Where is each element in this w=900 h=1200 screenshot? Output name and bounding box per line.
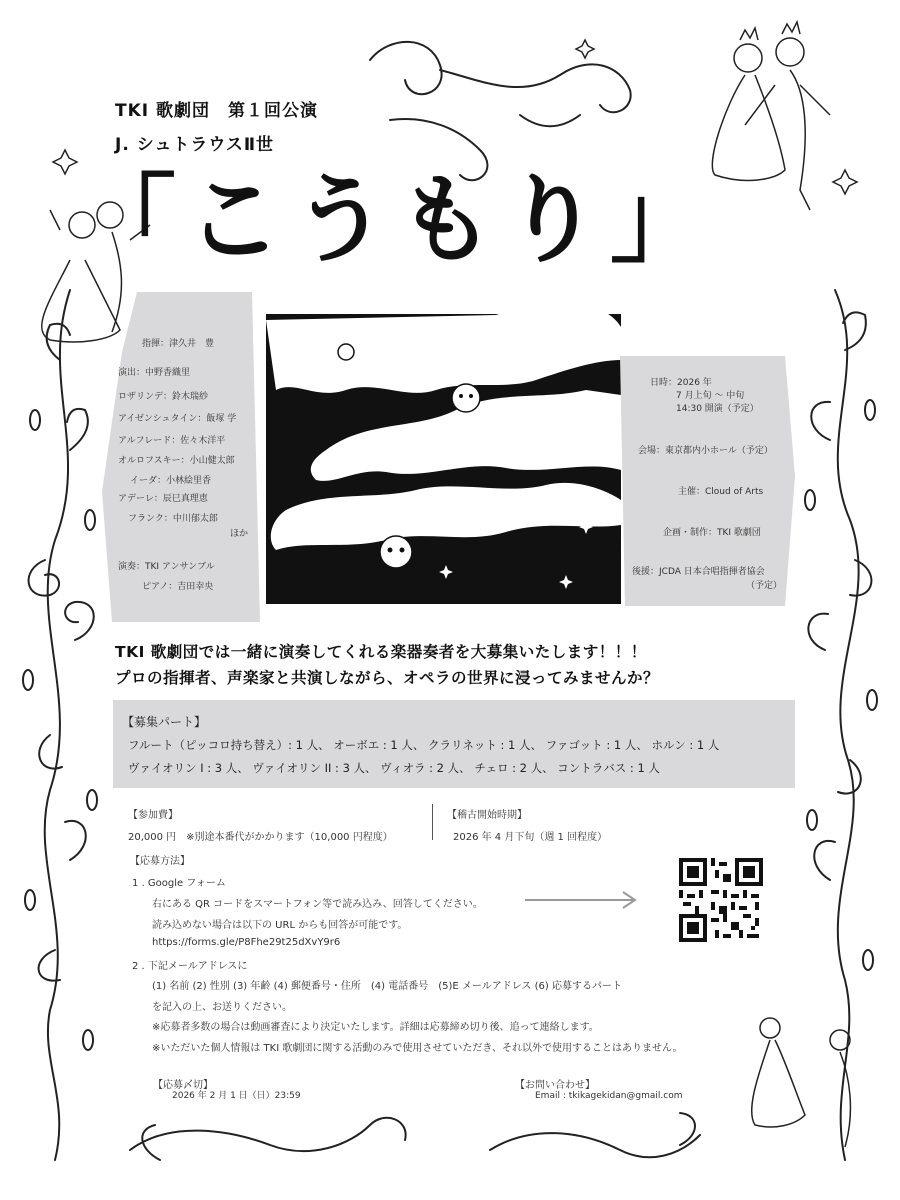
cast-adele: アデーレ：辰巳真理恵 [118,494,208,504]
apply-method-2: 2 . 下記メールアドレスに [132,961,248,972]
deadline-value: 2026 年 2 月 1 日（日）23:59 [172,1091,301,1101]
apply-method-1: 1 . Google フォーム [132,878,226,889]
cast-rosalinde: ロザリンデ：鈴木瑞紗 [118,392,209,402]
info-planning: 企画・制作：TKI 歌劇団 [663,528,761,538]
info-date-period: 7 月上旬 ～ 中旬 [676,391,745,401]
fee-heading: 【参加費】 [128,810,178,821]
page-title: 「こうもり」 [80,164,716,276]
parts-row-2: ヴァイオリン I : 3 人、 ヴァイオリン II : 3 人、 ヴィオラ : 2 人、 チェロ : 2 人、 コントラバス : 1 人 [128,761,660,775]
apply-method-2-line-1: (1) 名前 (2) 性別 (3) 年齢 (4) 郵便番号・住所 (4) 電話番号 (5)E メールアドレス (6) 応募するパート [152,981,622,992]
parts-row-1: フルート（ピッコロ持ち替え）: 1 人、 オーボエ : 1 人、 クラリネット : 1 人、 ファゴット : 1 人、 ホルン : 1 人 [128,738,720,752]
performer-piano: ピアノ：吉田幸央 [142,582,214,592]
info-support-note: （予定） [746,581,783,591]
apply-note-2: ※いただいた個人情報は TKI 歌劇団に関する活動のみで使用させていただき、それ以外で使用することはありません。 [152,1043,683,1054]
cast-ida: イーダ：小林絵里香 [130,476,212,486]
cast-frank: フランク：中川郁太郎 [128,514,218,524]
performer-ensemble: 演奏：TKI アンサンブル [118,562,215,572]
info-venue: 会場：東京都内小ホール（予定） [638,446,773,456]
parts-heading: 【募集パート】 [122,715,207,729]
info-date: 日時：2026 年 [650,378,712,388]
cast-director: 演出：中野香織里 [118,368,191,378]
arrow-right-icon [525,890,645,910]
apply-method-1-line-2: 読み込めない場合は以下の URL からも回答が可能です。 [152,920,408,931]
apply-method-2-line-2: を記入の上、お送りください。 [152,1002,292,1013]
apply-method-1-line-1: 右にある QR コードをスマートフォン等で読み込み、回答してください。 [152,899,483,910]
composer-heading: J. シュトラウスⅡ世 [115,135,275,155]
deadline-heading: 【応募〆切】 [153,1080,213,1091]
cast-alfred: アルフレード：佐々木洋平 [118,436,226,446]
cast-eisenstein: アイゼンシュタイン：飯塚 学 [118,414,237,424]
recruit-line-1: TKI 歌劇団では一緒に演奏してくれる楽器奏者を大募集いたします！！！ [115,643,647,661]
rehearsal-value: 2026 年 4 月下旬（週 1 回程度） [453,832,608,843]
apply-note-1: ※応募者多数の場合は動画審査により決定いたします。詳細は応募締め切り後、追って連絡します。 [152,1022,599,1033]
info-host: 主催：Cloud of Arts [678,487,764,497]
cast-orlofsky: オルロフスキー：小山健太郎 [118,456,235,466]
info-support: 後援：JCDA 日本合唱指揮者協会 [632,567,765,577]
contact-email-link[interactable]: Email : tkikagekidan@gmail.com [535,1091,683,1101]
qr-code[interactable] [679,858,763,942]
apply-heading: 【応募方法】 [130,856,190,867]
bat-artwork [266,300,636,605]
fee-value: 20,000 円 ※別途本番代がかかります（10,000 円程度） [128,832,393,843]
contact-heading: 【お問い合わせ】 [515,1080,595,1091]
cast-conductor: 指揮：津久井 豊 [142,339,215,349]
rehearsal-heading: 【稽古開始時期】 [447,810,527,821]
cast-etc: ほか [230,529,249,539]
recruit-line-2: プロの指揮者、声楽家と共演しながら、オペラの世界に浸ってみませんか？ [115,669,660,687]
form-url-link[interactable]: https://forms.gle/P8Fhe29t25dXvY9r6 [152,937,341,948]
info-date-time: 14:30 開演（予定） [676,404,759,414]
troupe-heading: TKI 歌劇団 第１回公演 [115,101,319,121]
fee-divider [432,804,433,840]
